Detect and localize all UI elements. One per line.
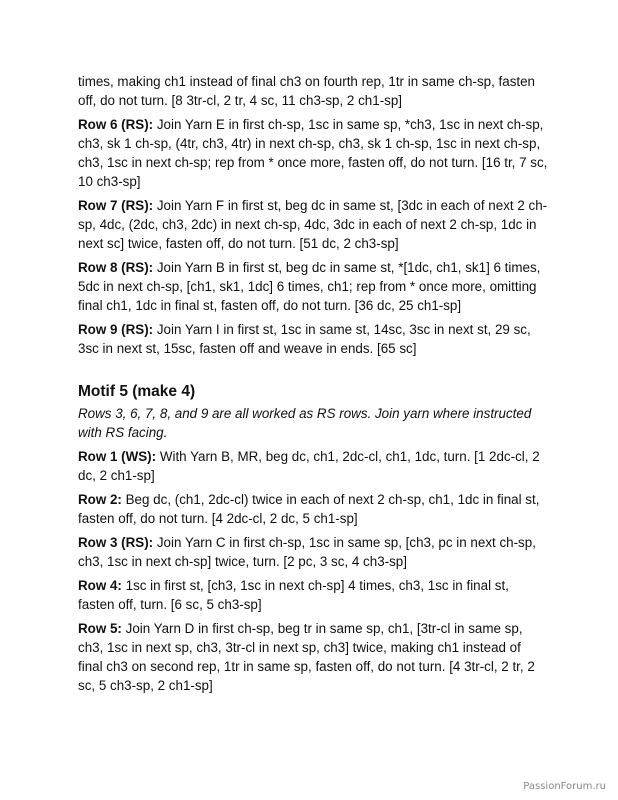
row-6-text: Join Yarn E in first ch-sp, 1sc in same sp, *ch3, 1sc in next ch-sp, ch3, sk 1 ch-sp, (4tr, ch3, 4tr) in next ch-sp, ch3, sk 1 ch-sp, 1sc in next ch-sp, ch3, 1sc in next ch-sp; rep from * once more, fasten off, do not turn. [16 tr, 7 sc, 10 ch3-sp]: [78, 117, 548, 189]
motif-heading: Motif 5 (make 4): [78, 383, 196, 400]
motif-row-4-label: Row 4:: [78, 578, 122, 593]
motif-row-2-label: Row 2:: [78, 492, 122, 507]
motif-row-2-text: Beg dc, (ch1, 2dc-cl) twice in each of next 2 ch-sp, ch1, 1dc in final st, fasten off, do not turn. [4 2dc-cl, 2 dc, 5 ch1-sp]: [78, 492, 540, 526]
motif-row-3-label: Row 3 (RS):: [78, 535, 154, 550]
document-page: [78, 72, 548, 700]
row-8-label: Row 8 (RS):: [78, 260, 154, 275]
row-8-paragraph: [78, 258, 548, 315]
row-7-text: Join Yarn F in first st, beg dc in same st, [3dc in each of next 2 ch-sp, 4dc, (2dc, ch3, 2dc) in next ch-sp, 4dc, 3dc in each of next 2 ch-sp, 1dc in next sc] twice, fasten off, do not turn. [51 dc, 2 ch3-sp]: [78, 198, 548, 251]
row-9-text: Join Yarn I in first st, 1sc in same st, 14sc, 3sc in next st, 29 sc, 3sc in next st, 15sc, fasten off and weave in ends. [65 sc]: [78, 322, 531, 356]
motif-row-1-label: Row 1 (WS):: [78, 449, 157, 464]
motif-row-4-text: 1sc in first st, [ch3, 1sc in next ch-sp] 4 times, ch3, 1sc in final st, fasten off, turn. [6 sc, 5 ch3-sp]: [78, 578, 509, 612]
row-8-text: Join Yarn B in first st, beg dc in same st, *[1dc, ch1, sk1] 6 times, 5dc in next ch-sp, [ch1, sk1, 1dc] 6 times, ch1; rep from * once more, omitting final ch1, 1dc in final st, fasten off, do not turn. [36 dc, 25 ch1-sp]: [78, 260, 541, 313]
row-9-paragraph: [78, 320, 548, 358]
motif-note: Rows 3, 6, 7, 8, and 9 are all worked as RS rows. Join yarn where instructed with RS facing.: [78, 406, 532, 440]
motif-row-3-paragraph: [78, 533, 548, 571]
motif-row-5-text: Join Yarn D in first ch-sp, beg tr in same sp, ch1, [3tr-cl in same sp, ch3, 1sc in next sp, ch3, 3tr-cl in next sp, ch3] twice, making ch1 instead of final ch3 on second rep, 1tr in same sp, fasten off, do not turn. [4 3tr-cl, 2 tr, 2 sc, 5 ch3-sp, 2 ch1-sp]: [78, 621, 535, 693]
motif-row-4-paragraph: [78, 576, 548, 614]
row-7-paragraph: [78, 196, 548, 253]
motif-row-3-text: Join Yarn C in first ch-sp, 1sc in same sp, [ch3, pc in next ch-sp, ch3, 1sc in next ch-sp] twice, turn. [2 pc, 3 sc, 4 ch3-sp]: [78, 535, 536, 569]
row-7-label: Row 7 (RS):: [78, 198, 154, 213]
motif-row-5-label: Row 5:: [78, 621, 122, 636]
row-9-label: Row 9 (RS):: [78, 322, 154, 337]
motif-row-2-paragraph: [78, 490, 548, 528]
row-6-paragraph: [78, 115, 548, 191]
motif-row-1-paragraph: [78, 447, 548, 485]
row-6-label: Row 6 (RS):: [78, 117, 154, 132]
continuation-paragraph: times, making ch1 instead of final ch3 on fourth rep, 1tr in same ch-sp, fasten off, do not turn. [8 3tr-cl, 2 tr, 4 sc, 11 ch3-sp, 2 ch1-sp]: [78, 74, 536, 108]
motif-row-1-text: With Yarn B, MR, beg dc, ch1, 2dc-cl, ch1, 1dc, turn. [1 2dc-cl, 2 dc, 2 ch1-sp]: [78, 449, 540, 483]
motif-row-5-paragraph: [78, 619, 548, 695]
watermark: PassionForum.ru: [523, 781, 606, 792]
